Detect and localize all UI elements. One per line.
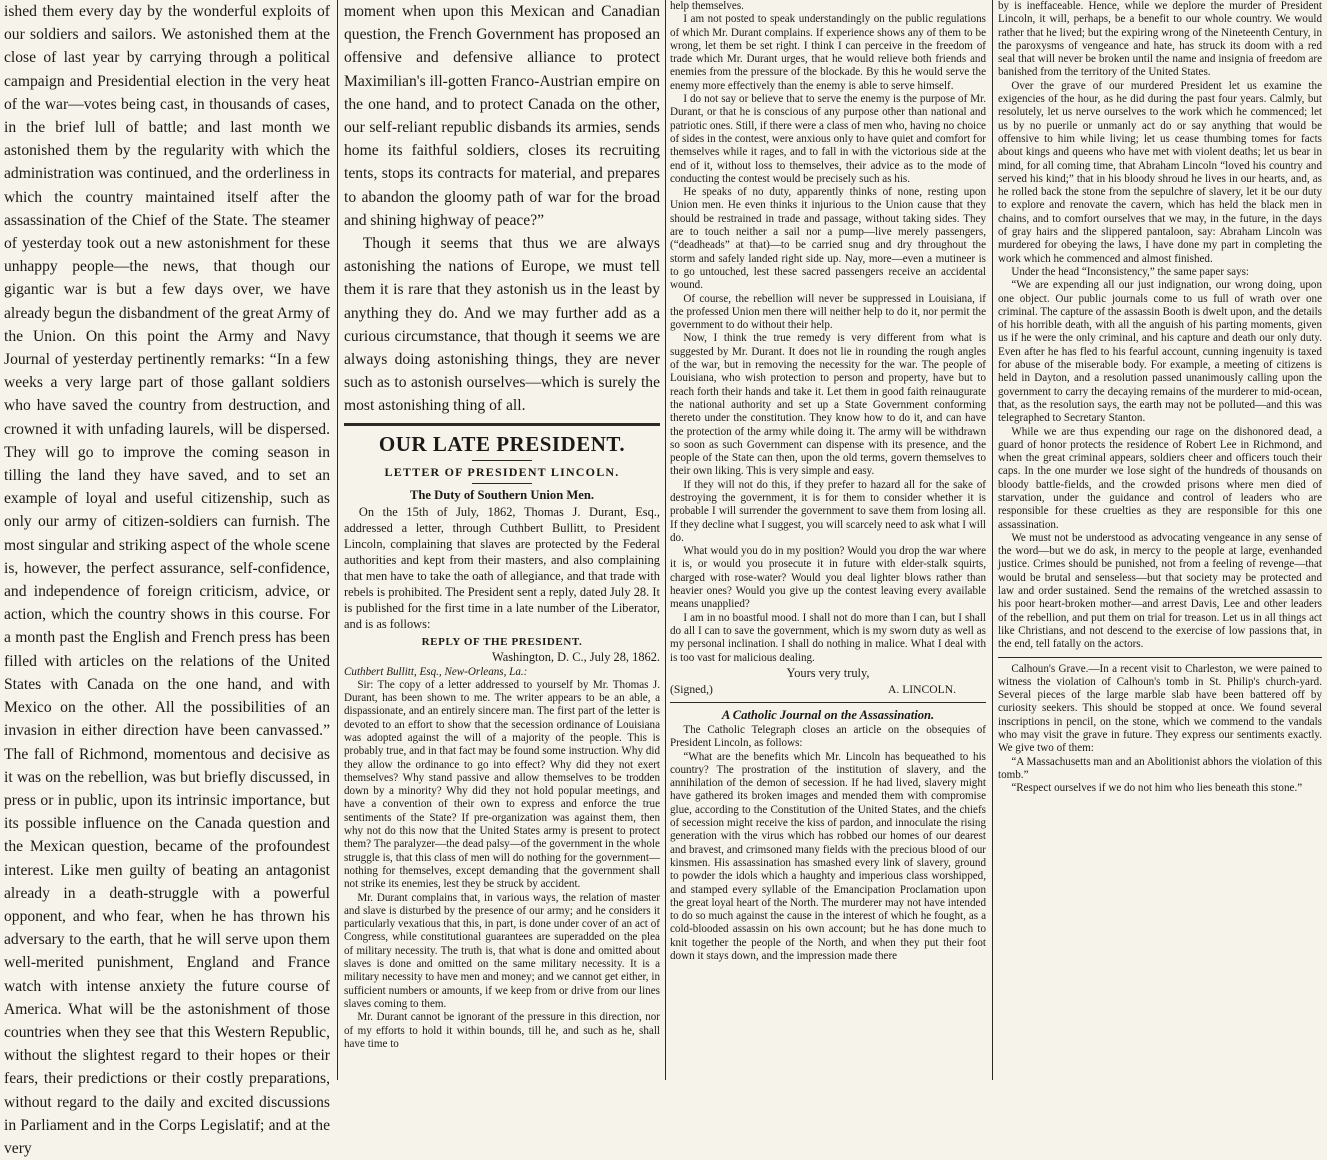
letter-paragraph-1: Sir: The copy of a letter addressed to yourself by Mr. Thomas J. Durant, has been shown to me. The writer appears to be an able, a dispassionate, and an entirely sincere man. The first part of the letter is devoted to an effort to show that the secession ordinance of Louisiana was adopted against the will of a majority of the people. This is probably true, and in that fact may be found some instruction. Why did they allow the ordinance to go into effect? Why did they not exert themselves? Why stand passive and allow themselves to be trodden down by a minority? Why did they not hold popular meetings, and have a convention of their own to express and enforce the true sentiments of the State? If pre-organization was against them, then why not do this now that the United States army is present to protect them? The paralyzer—the dead palsy—of the government in the whole struggle is, that this class of men will do nothing for the government—nothing for themselves, except demanding that the government shall not strike its enemies, lest they be struck by accident. bbox=[344, 678, 660, 891]
col2-top-text-2: Though it seems that thus we are always astonishing the nations of Europe, we must tell them it is rare that they astonish us in the least by anything they do. And we may further add as a curious circumstance, that though it seems we are always doing astonishing things, they are never such as to astonish ourselves—which is surely the most astonishing thing of all. bbox=[344, 235, 660, 415]
reply-heading: REPLY OF THE PRESIDENT. bbox=[421, 636, 583, 649]
calhoun-divider bbox=[998, 657, 1322, 658]
col4-paragraph-2: Over the grave of our murdered President let us examine the exigencies of the hour, as he did during the past four years. Calmly, but resolutely, let us nerve ourselves to the work which he commenced; let us by no puerile or unmanly act do or say anything that would be offensive to him while living; let us cease thumbing tomes for facts about kings and queens who have met with violent deaths; let us bear in mind, for all coming time, that Abraham Lincoln “loved his country and served his kind;” that in his bloody shroud he lives in our hearts, and, as he rolled back the stone from the sepulchre of slavery, let it be our duty to explore and renovate the cavern, which has held the black men in chains, and to comfort ourselves that we may, in the future, in the days of gray hairs and the slippered pantaloon, say: Abraham Lincoln was murdered for obeying the laws, I have done my part in completing the work which he commenced and almost finished. bbox=[998, 79, 1322, 265]
col4-paragraph-6: We must not be understood as advocating vengeance in any sense of the word—but we do ask, in mercy to the people at large, evenhanded justice. Crimes should be punished, not from a feeling of revenge—that would be brutal and senseless—but that society may be protected and law and order sustained. Send the remains of the wretched assassin to his poor heart-broken mother—and arrest Davis, Lee and other leaders of the rebellion, and put them on trial for treason. Let us in all things act like Christians, and not descend to the exercise of low passions that, in the end, tell fatally on the actors. bbox=[998, 531, 1322, 651]
subtitle-rule bbox=[472, 483, 532, 484]
signature-line bbox=[670, 683, 986, 697]
column-4 bbox=[998, 0, 1322, 1080]
title-rule bbox=[472, 460, 532, 461]
col3-paragraph-2: I am not posted to speak understandingly on the public regulations of which Mr. Durant complains. If experience shows any of them to be wrong, let them be set right. I think I can perceive in the freedom of trade which Mr. Durant urges, that he would relieve both friends and enemies from the pressure of the blockade. By this he would serve the enemy more effectively than the enemy is able to serve himself. bbox=[670, 13, 986, 92]
column-1 bbox=[4, 0, 330, 1157]
column-2 bbox=[344, 0, 660, 1080]
column-rule-2 bbox=[665, 0, 666, 1080]
col4-paragraph-5: While we are thus expending our rage on the dishonored dead, a guard of honor protects the residence of Robert Lee in Richmond, and when the great criminal appears, soldiers cheer and officers touch their caps. In the one murder we lose sight of the hundreds of thousands on bloody battle-fields, and the crowded prisons where men died of starvation, under the guidance and control of leaders who are responsible for these cruelties as they are responsible for this one assassination. bbox=[998, 425, 1322, 531]
article-title: OUR LATE PRESIDENT. bbox=[378, 431, 626, 456]
section-heading-duty: The Duty of Southern Union Men. bbox=[409, 487, 595, 502]
col3-paragraph-6: Now, I think the true remedy is very different from what is suggested by Mr. Durant. It does not lie in rounding the rough angles of the war, but in removing the necessity for the war. The people of Louisiana, who wish protection to person and property, have but to reach forth their hands and take it. Let them in good faith reinaugurate the national authority and set up a State Government conforming thereto under the constitution. They know how to do it, and can have the protection of the army while doing it. The army will be withdrawn so soon as such Government can dispense with its presence, and the people of the State can then, upon the old terms, govern themselves to their own liking. This is very simple and easy. bbox=[670, 332, 986, 478]
col4-paragraph-4: “We are expending all our just indignation, our wrong doing, upon one object. Our public journals come to us full of wrath over one criminal. The capture of the assassin Booth is dwelt upon, and the details of his horrible death, with all the anguish of his parting moments, given us if he were the only criminal, and his capture and death our only duty. Even after he has fled to his fearful account, cunning ingenuity is taxed for abuse of the miserable body. For example, a meeting of citizens is held in Dayton, and a resolution passed unanimously calling upon the government to carry the decaying remains of the murderer to mid-ocean, that, as the resolution says, the earth may not be polluted—and this was telegraphed to Secretary Stanton. bbox=[998, 279, 1322, 425]
letter-addressee: Cuthbert Bullitt, Esq., New-Orleans, La.: bbox=[344, 665, 528, 678]
col4-paragraph-8: “A Massachusetts man and an Abolitionist abhors the violation of this tomb.” bbox=[998, 755, 1322, 781]
col4-paragraph-1: by is ineffaceable. Hence, while we deplore the murder of President Lincoln, it will, perhaps, be a benefit to our whole country. We would rather that he lived; but the expiring wrong of the Nineteenth Century, in the paroxysms of vengeance and hate, has struck its doom with a red seal that will never be broken until the name and insignia of freedom are banished from the territory of the United States. bbox=[998, 0, 1322, 79]
catholic-intro: The Catholic Telegraph closes an article on the obsequies of President Lincoln, as follows: bbox=[670, 723, 986, 750]
catholic-quote: “What are the benefits which Mr. Lincoln has bequeathed to his country? The prostration of the institution of slavery, and the annihilation of the demon of secession. If he had lived, slavery might have gathered its broken images and mended them with compromise glue, according to the Constitution of the United States, and the chiefs of secession might receive the kiss of pardon, and innoculate the rising generation with the virus which has robbed our homes of our dearest and bravest, and crimsoned many fields with the precious blood of our kinsmen. His assassination has smashed every link of slavery, ground to powder the idols which a haughty and imperious class worshipped, and stamped every syllable of the Emancipation Proclamation upon the great loyal heart of the North. The murderer may not have intended to do so much against the cause in the interest of which he fought, as a cold-blooded assassin on his own account; but he has done much to knit together the people of the North, and when they put their foot down it stays down, and the impression made there bbox=[670, 750, 986, 962]
col1-text: ished them every day by the wonderful exploits of our soldiers and sailors. We astonished them at the close of last year by carrying through a political campaign and Presidential election in the very heat of the war—votes being cast, in thousands of cases, in the brief lull of battle; and last month we astonished them by the regularity with which the administration was continued, and the orderliness in which the country maintained itself after the assassination of the Chief of the State. The steamer of yesterday took out a new astonishment for these unhappy people—the news, that though our gigantic war is but a few days over, we have already begun the disbandment of the great Army of the Union. On this point the Army and Navy Journal of yesterday pertinently remarks: “In a few weeks a very large part of those gallant soldiers who have saved the country from destruction, and crowned it with unfading laurels, will be dispersed. They will go to improve the coming season in tilling the land they have saved, and to set an example of loyal and useful citizenship, such as only our army of citizen-soldiers can furnish. The most singular and striking aspect of the whole scene is, however, the perfect assurance, self-confidence, and independence of foreign criticism, advice, or action, which the country shows in this course. For a month past the English and French press has been filled with articles on the relations of the United States with Canada on the one hand, and with Mexico on the other. All the possibilities of an invasion in either direction have been canvassed.” The fall of Richmond, momentous and decisive as it was on the rebellion, was but briefly discussed, in press or in public, upon its intrinsic importance, but its possible influence on the Canada question and the Mexican question, became of the profoundest interest. Like men guilty of beating an antagonist already in a death-struggle with a powerful opponent, and who fear, when he has thrown his adversary to the earth, that he will serve upon them well-merited punishment, England and France watch with intense anxiety the future course of America. What will be the astonishment of those countries when they see that this Western Republic, without the slightest regard to their hopes or their fears, their predictions or their costly preparations, without regard to the daily and excited discussions in Parliament and in the Corps Legislatif; and at the very bbox=[4, 3, 330, 1157]
column-3 bbox=[670, 0, 986, 1080]
col3-paragraph-5: Of course, the rebellion will never be suppressed in Louisiana, if the professed Union men there will neither help to do it, nor permit the government to do without their help. bbox=[670, 292, 986, 332]
column-rule-1 bbox=[337, 0, 338, 1080]
col4-paragraph-9: “Respect ourselves if we do not him who lies beneath this stone.” bbox=[1011, 782, 1303, 795]
article-divider bbox=[344, 423, 660, 426]
column-rule-3 bbox=[992, 0, 993, 1080]
col3-paragraph-8: What would you do in my position? Would you drop the war where it is, or would you prosecute it in future with elder-stalk squirts, charged with rose-water? Would you deal lighter blows rather than heavier ones? Would you give up the contest leaving every available means unapplied? bbox=[670, 545, 986, 611]
letter-paragraph-2: Mr. Durant complains that, in various ways, the relation of master and slave is disturbed by the presence of our army; and he considers it particularly vexatious that this, in part, is done under cover of an act of Congress, while constitutional guarantees are superadded on the plea of military necessity. The truth is, that what is done and omitted about slaves is done and omitted on the same military necessity. It is a military necessity to have men and money; and we cannot get either, in sufficient numbers or amounts, if we keep from or drive from our lines slaves coming to them. bbox=[344, 891, 660, 1010]
col3-paragraph-7: If they will not do this, if they prefer to hazard all for the sake of destroying the government, it is for them to consider whether it is probable I will surrender the government to save them from losing all. If they decline what I suggest, you will scarcely need to ask what I will do. bbox=[670, 478, 986, 544]
col4-paragraph-3: Under the head “Inconsistency,” the same paper says: bbox=[1011, 265, 1250, 278]
col4-paragraph-7: Calhoun's Grave.—In a recent visit to Charleston, we were pained to witness the violation of Calhoun's tomb in St. Philip's church-yard. Several pieces of the large marble slab have been battered off by curiosity seekers. This should be stopped at once. We found several inscriptions in pencil, on the stone, which we commend to the vandals who may visit the grave in future. They express our sentiments exactly. We give two of them: bbox=[998, 662, 1322, 755]
section-divider bbox=[670, 702, 986, 703]
signature-name: A. LINCOLN. bbox=[888, 682, 956, 696]
letter-closing: Yours very truly, bbox=[786, 665, 870, 680]
letter-dateline: Washington, D. C., July 28, 1862. bbox=[492, 650, 660, 665]
col3-paragraph-9: I am in no boastful mood. I shall not do more than I can, but I shall do all I can to save the government, which is my sworn duty as well as my personal inclination. I shall do nothing in malice. What I deal with is too vast for malicious dealing. bbox=[670, 611, 986, 664]
article-subtitle: LETTER OF PRESIDENT LINCOLN. bbox=[384, 464, 620, 479]
col2-top-text: moment when upon this Mexican and Canadian question, the French Government has proposed an offensive and defensive alliance to protect Maximilian's ill-gotten Franco-Austrian empire on the one hand, and to protect Canada on the other, our self-reliant republic disbands its armies, sends home its faithful soldiers, closes its recruiting tents, stops its contracts for material, and prepares to abandon the gloomy path of war for the broad and shining highway of peace?” bbox=[344, 3, 660, 229]
article-intro: On the 15th of July, 1862, Thomas J. Durant, Esq., addressed a letter, through Cuthbert Bullitt, to President Lincoln, complaining that slaves are protected by the Federal authorities and kept from their masters, and also complaining that men have to take the oath of allegiance, and that trade with rebels is prohibited. The President sent a reply, dated July 28. It is published for the first time in a late number of the Liberator, and is as follows: bbox=[344, 504, 660, 632]
section-heading-catholic: A Catholic Journal on the Assassination. bbox=[721, 707, 935, 722]
col3-paragraph-1: help themselves. bbox=[670, 0, 744, 12]
col3-paragraph-3: I do not say or believe that to serve the enemy is the purpose of Mr. Durant, or that he is conscious of any purpose other than national and patriotic ones. Still, if there were a class of men who, having no choice of sides in the contest, were anxious only to have quiet and comfort for themselves while it rages, and to fall in with the victorious side at the end of it, without loss to themselves, their advice as to the mode of conducting the contest would be precisely such as his. bbox=[670, 93, 986, 185]
letter-paragraph-3: Mr. Durant cannot be ignorant of the pressure in this direction, nor of my efforts to hold it within bounds, till he, and such as he, shall have time to bbox=[344, 1011, 660, 1050]
col3-paragraph-4: He speaks of no duty, apparently thinks of none, resting upon Union men. He even thinks it injurious to the Union cause that they should be restrained in trade and passage, without taking sides. They are to touch neither a sail nor a pump—live merely passengers, (“deadheads” at that)—to be carried snug and dry throughout the storm and safely landed right side up. Nay, more—even a mutineer is to go untouched, lest these sacred passengers receive an accidental wound. bbox=[670, 186, 986, 292]
signed-label: (Signed,) bbox=[670, 682, 713, 696]
